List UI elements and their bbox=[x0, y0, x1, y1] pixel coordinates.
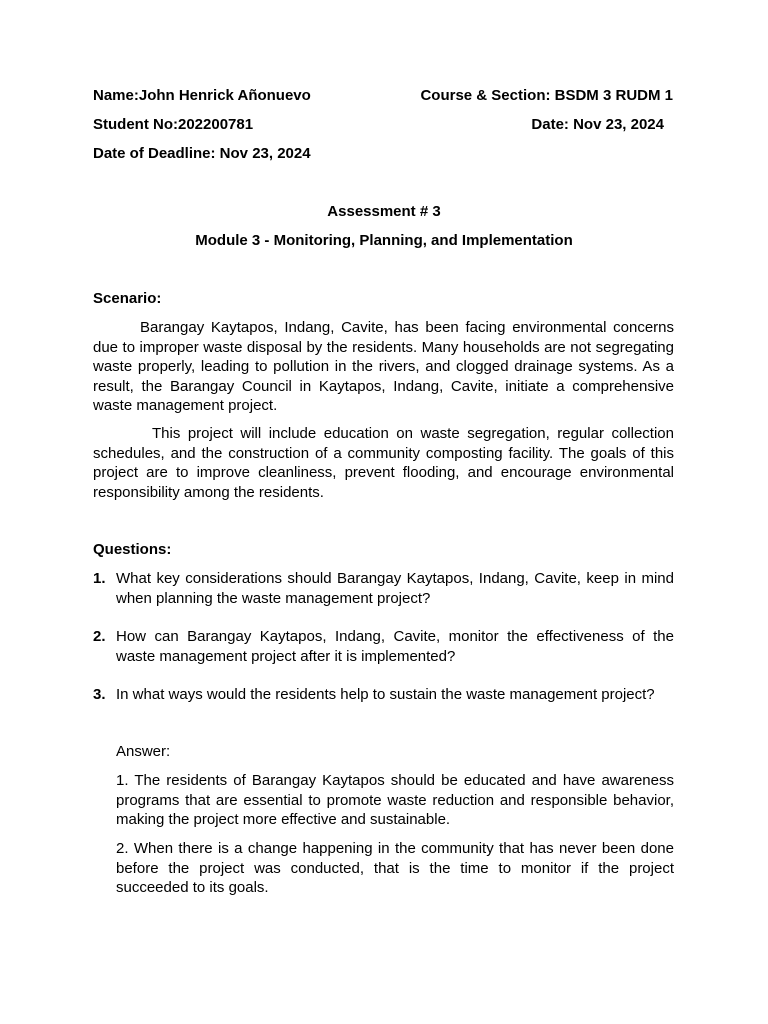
question-text: What key considerations should Barangay Kaytapos, Indang, Cavite, keep in mind when planning the waste management project? bbox=[116, 570, 674, 607]
student-number: Student No:202200781 bbox=[93, 116, 254, 133]
question-number: 2. bbox=[93, 628, 106, 645]
question-text: In what ways would the residents help to sustain the waste management project? bbox=[116, 686, 655, 703]
student-name: Name:John Henrick Añonuevo bbox=[93, 87, 311, 104]
scenario-paragraph-1: Barangay Kaytapos, Indang, Cavite, has been facing environmental concerns due to improper waste disposal by the residents. Many households are not segregating waste properly, leading to pollution in the rivers, and clogged drainage systems. As a result, the Barangay Council in Kaytapos, Indang, Cavite, initiate a comprehensive waste management project. bbox=[93, 319, 674, 414]
module-title: Module 3 - Monitoring, Planning, and Implementation bbox=[195, 232, 573, 249]
assessment-title: Assessment # 3 bbox=[327, 203, 441, 220]
scenario-paragraph-2: This project will include education on waste segregation, regular collection schedules, and the construction of a community composting facility. The goals of this project are to improve cleanliness, prevent flooding, and encourage environmental responsibility among the residents. bbox=[93, 425, 674, 501]
question-number: 1. bbox=[93, 570, 106, 587]
question-number: 3. bbox=[93, 686, 106, 703]
question-item bbox=[93, 569, 674, 608]
scenario-heading: Scenario: bbox=[93, 290, 162, 307]
answer-heading: Answer: bbox=[116, 743, 171, 760]
answer-paragraph-2: 2. When there is a change happening in the community that has never been done before the project was conducted, that is the time to monitor if the project succeeded to its goals. bbox=[116, 840, 674, 896]
questions-heading: Questions: bbox=[93, 541, 172, 558]
question-item bbox=[93, 685, 674, 705]
submission-date: Date: Nov 23, 2024 bbox=[531, 116, 664, 133]
deadline-date: Date of Deadline: Nov 23, 2024 bbox=[93, 145, 311, 162]
course-section: Course & Section: BSDM 3 RUDM 1 bbox=[420, 87, 673, 104]
question-item bbox=[93, 627, 674, 666]
question-text: How can Barangay Kaytapos, Indang, Cavite, monitor the effectiveness of the waste management project after it is implemented? bbox=[116, 628, 674, 665]
answer-paragraph-1: 1. The residents of Barangay Kaytapos should be educated and have awareness programs that are essential to promote waste reduction and responsible behavior, making the project more effective and sustainable. bbox=[116, 772, 674, 828]
